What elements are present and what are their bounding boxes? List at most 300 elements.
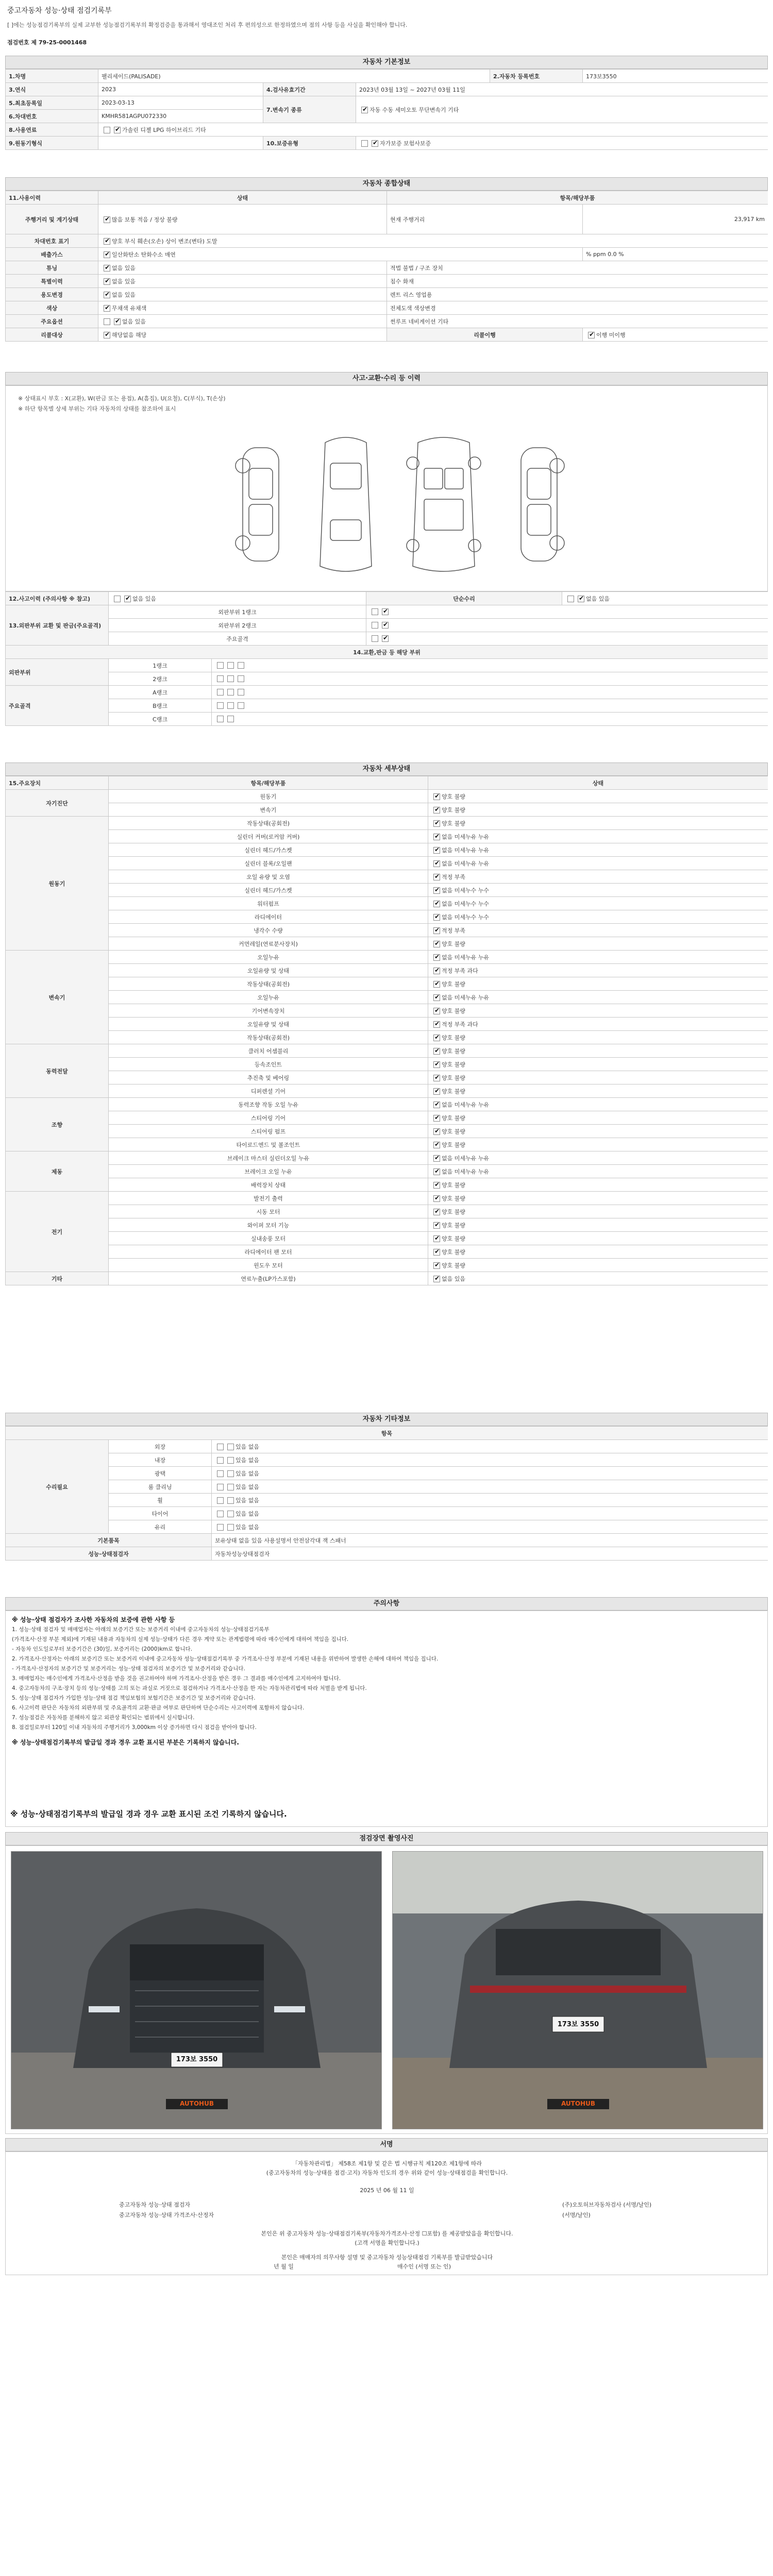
checkbox[interactable]	[217, 716, 224, 722]
detail-item-state	[428, 1232, 768, 1245]
history-recall-done-label: 리콜이행	[387, 328, 583, 342]
detail-item-options: 적정 부족	[442, 927, 466, 934]
checkbox[interactable]	[433, 1195, 440, 1202]
checkbox[interactable]	[227, 1470, 234, 1477]
checkbox[interactable]	[433, 968, 440, 974]
checkbox[interactable]	[227, 1511, 234, 1517]
car-diagram-box	[5, 385, 768, 591]
notes-line: 6. 사고이력 판단은 자동차의 외판부위 및 주요골격의 교환·판금 여부로 판단하며 단순수리는 사고이력에 포함하지 않습니다.	[12, 1705, 305, 1711]
other-item-options: 있음 없음	[236, 1456, 260, 1464]
other-item-options: 있음 없음	[236, 1510, 260, 1517]
table-row	[6, 1111, 768, 1125]
checkbox[interactable]	[217, 1444, 224, 1450]
detail-item-state	[428, 1058, 768, 1071]
checkbox[interactable]	[227, 1497, 234, 1504]
transmission-options: 자동 수동 세미오토 무단변속기 기타	[369, 106, 459, 113]
history-special-label: 특별이력	[6, 275, 98, 288]
checkbox[interactable]	[114, 596, 121, 602]
checkbox[interactable]	[433, 874, 440, 880]
detail-item-label: 동력조향 작동 오일 누유	[109, 1098, 428, 1111]
damage-outer-group-label: 외판부위	[6, 659, 109, 686]
history-recall-options: 해당없음 해당	[112, 331, 147, 338]
checkbox[interactable]	[238, 689, 244, 696]
checkbox[interactable]	[227, 1457, 234, 1464]
other-item-state	[212, 1520, 768, 1534]
notes-line: 4. 중고자동차의 구조·장치 등의 성능·상태를 고의 또는 과실로 거짓으로 점검하거나 가격조사·산정을 한 자는 자동차관리법에 따라 처벌을 받게 됩니다.	[12, 1685, 367, 1691]
detail-item-label: 실내송풍 모터	[109, 1232, 428, 1245]
checkbox[interactable]	[382, 622, 389, 629]
detail-item-state	[428, 924, 768, 937]
notes-line: 8. 점검일로부터 120일 이내 자동차의 주행거리가 3,000km 이상 증가하면 다시 점검을 받아야 합니다.	[12, 1724, 257, 1731]
table-row	[6, 991, 768, 1004]
table-row	[6, 1232, 768, 1245]
damage-frame-group-label: 주요골격	[6, 686, 109, 726]
detail-item-label: 클러치 어셈블리	[109, 1044, 428, 1058]
checkbox[interactable]	[433, 1182, 440, 1189]
detail-item-state	[428, 1151, 768, 1165]
detail-item-state	[428, 870, 768, 884]
checkbox[interactable]	[433, 847, 440, 854]
damage-outer2-label: 외판부위 2랭크	[109, 619, 366, 632]
checkbox[interactable]	[104, 251, 110, 258]
checkbox[interactable]	[433, 1222, 440, 1229]
history-options-opts: 썬루프 네비게이션 기타	[387, 315, 768, 328]
history-special-options: 없음 있음	[112, 278, 136, 285]
notes-heading-2: ※ 성능·상태점검기록부의 발급일 경과 경우 교환 표시된 부분은 기록하지 않습니다.	[12, 1739, 239, 1746]
history-color-opts: 전체도색 색상변경	[387, 301, 768, 315]
damage-main-frame-value	[366, 632, 768, 646]
history-options-state	[98, 315, 387, 328]
basic-engine-value	[98, 137, 263, 150]
section-damage: 사고·교환·수리 등 이력	[5, 372, 768, 385]
checkbox[interactable]	[433, 1168, 440, 1175]
checkbox[interactable]	[217, 662, 224, 669]
checkbox[interactable]	[433, 1276, 440, 1282]
other-item-options: 있음 없음	[236, 1470, 260, 1477]
checkbox[interactable]	[382, 635, 389, 642]
table-row	[6, 924, 768, 937]
table-row	[6, 857, 768, 870]
detail-head-item: 항목/해당부품	[109, 776, 428, 790]
checkbox[interactable]	[433, 1262, 440, 1269]
basic-fuel-label: 8.사용연료	[6, 123, 98, 137]
checkbox[interactable]	[227, 1524, 234, 1531]
other-subheader: 항목	[6, 1427, 768, 1440]
detail-item-state	[428, 830, 768, 843]
table-row	[6, 1272, 768, 1285]
detail-item-state	[428, 897, 768, 910]
checkbox[interactable]	[433, 994, 440, 1001]
checkbox[interactable]	[433, 887, 440, 894]
checkbox[interactable]	[104, 318, 110, 325]
table-row	[6, 619, 768, 632]
checkbox[interactable]	[372, 635, 378, 642]
history-color-label: 색상	[6, 301, 98, 315]
checkbox-fuel-gasoline[interactable]	[104, 127, 110, 133]
table-row	[6, 817, 768, 830]
history-mileage-value: 23,917 km	[583, 205, 768, 234]
checkbox[interactable]	[227, 689, 234, 696]
detail-item-label: 스티어링 펌프	[109, 1125, 428, 1138]
checkbox[interactable]	[433, 941, 440, 947]
basic-car-name-value: 팰리세이드(PALISADE)	[98, 70, 490, 83]
other-item-label: 광택	[109, 1467, 212, 1480]
damage-accident-value	[109, 592, 366, 605]
sign-buyer-signature: 매수인 (서명 또는 인)	[397, 2263, 451, 2270]
table-row	[6, 884, 768, 897]
history-color-state	[98, 301, 387, 315]
car-diagram	[232, 432, 603, 582]
checkbox[interactable]	[433, 860, 440, 867]
detail-item-label: 실린더 헤드/가스켓	[109, 884, 428, 897]
damage-rank-b-parts	[212, 699, 768, 713]
checkbox[interactable]	[433, 834, 440, 840]
checkbox-auto[interactable]	[361, 107, 368, 113]
other-table-body	[6, 1427, 768, 1561]
checkbox[interactable]	[433, 1088, 440, 1095]
history-vin-label: 차대번호 표기	[6, 234, 98, 248]
damage-outer2-value	[366, 619, 768, 632]
damage-rank-a-parts	[212, 686, 768, 699]
checkbox[interactable]	[104, 292, 110, 298]
history-options-label: 주요옵션	[6, 315, 98, 328]
checkbox[interactable]	[227, 675, 234, 682]
checkbox[interactable]	[104, 216, 110, 223]
detail-item-options: 양호 불량	[442, 980, 466, 988]
other-item-label: 룸 클리닝	[109, 1480, 212, 1494]
sign-pricer-label: 중고자동차 성능·상태 가격조사·산정자	[119, 2212, 214, 2218]
checkbox[interactable]	[433, 1048, 440, 1055]
photo-front	[11, 1851, 382, 2129]
checkbox[interactable]	[217, 1484, 224, 1490]
checkbox[interactable]	[433, 1155, 440, 1162]
damage-outer1-value	[366, 605, 768, 619]
detail-item-state	[428, 1218, 768, 1232]
history-mileage-item: 현재 주행거리	[387, 205, 583, 234]
detail-item-options: 양호 불량	[442, 1208, 466, 1215]
damage-simple-label: 단순수리	[366, 592, 562, 605]
inspection-number	[7, 38, 87, 46]
other-item-options: 있음 없음	[236, 1443, 260, 1450]
notes-line: - 자동차 인도일로부터 보증기간은 (30)일, 보증거리는 (2000)km로 합니다.	[12, 1646, 193, 1652]
detail-item-options: 양호 불량	[442, 1141, 466, 1148]
notes-heading-1: ※ 성능·상태 점검자가 조사한 자동차의 보증에 관한 사항 등	[12, 1616, 175, 1623]
basic-vin-value: KMHR581AGPU072330	[98, 110, 263, 123]
checkbox[interactable]	[382, 608, 389, 615]
damage-accident-options: 없음 있음	[132, 595, 157, 602]
sign-buyer-date: 년 월 일	[274, 2263, 294, 2270]
section-photos: 점검장면 촬영사진	[5, 1832, 768, 1845]
section-sign: 서명	[5, 2138, 768, 2151]
checkbox[interactable]	[433, 1075, 440, 1081]
notes-line: 2. 가격조사·산정자는 아래의 보증기간 또는 보증거리 이내에 중고자동차 성능·상태점검기록부 중 가격조사·산정 부분에 기재된 내용을 위반하여 발생한 손해에 대하여 책임을 집니다.	[12, 1656, 439, 1662]
checkbox[interactable]	[217, 689, 224, 696]
basic-transmission-value	[356, 96, 768, 123]
table-row	[6, 843, 768, 857]
damage-main-frame-label: 주요골격	[109, 632, 366, 646]
detail-item-label: 와이퍼 모터 기능	[109, 1218, 428, 1232]
table-row	[6, 123, 768, 137]
detail-item-options: 양호 불량	[442, 1248, 466, 1256]
other-item-state	[212, 1480, 768, 1494]
section-notes: 주의사항	[5, 1597, 768, 1611]
detail-item-options: 없음 미세누수 누수	[442, 887, 490, 894]
table-row	[6, 699, 768, 713]
checkbox[interactable]	[433, 1249, 440, 1256]
damage-rank-a: A랭크	[109, 686, 212, 699]
history-color-options: 무채색 유채색	[112, 304, 147, 312]
table-row	[6, 275, 768, 288]
detail-item-state	[428, 1138, 768, 1151]
checkbox[interactable]	[433, 1035, 440, 1041]
checkbox[interactable]	[227, 662, 234, 669]
detail-item-options: 없음 있음	[442, 1275, 466, 1282]
price-label: 성능·상태점검자	[6, 1547, 212, 1561]
checkbox[interactable]	[217, 1470, 224, 1477]
detail-item-state	[428, 1031, 768, 1044]
detail-item-label: 기어변속장치	[109, 1004, 428, 1018]
notes-box	[5, 1611, 768, 1827]
car-side-left-icon	[236, 448, 279, 561]
document-notice: [ ]에는 성능점검기록부의 실제 교부한 성능점검기록부의 확정검증을 통과해서 영대조인 처리 후 편의성으로 한정하였으며 점의 사항 등을 사실을 확인해야 합니다.	[7, 22, 408, 28]
table-row	[6, 205, 768, 234]
checkbox-self-warranty[interactable]	[361, 140, 368, 147]
detail-table	[5, 776, 768, 1285]
notes-line: - 가격조사·산정자의 보증기간 및 보증거리는 성능·상태 점검자의 보증기간 및 보증거리와 같습니다.	[12, 1666, 245, 1672]
rear-plate: 173보 3550	[557, 2021, 599, 2028]
checkbox[interactable]	[433, 1142, 440, 1148]
table-row	[6, 1084, 768, 1098]
basic-items-label: 기본품목	[6, 1534, 212, 1547]
other-item-options: 있음 없음	[236, 1483, 260, 1490]
checkbox[interactable]	[433, 807, 440, 814]
detail-item-label: 브레이크 오일 누유	[109, 1165, 428, 1178]
table-row	[6, 1031, 768, 1044]
table-row	[6, 1440, 768, 1453]
history-emission-label: 배출가스	[6, 248, 98, 261]
checkbox[interactable]	[217, 702, 224, 709]
table-row	[6, 646, 768, 659]
detail-item-options: 양호 불량	[442, 806, 466, 814]
table-row	[6, 1218, 768, 1232]
basic-fuel-value	[98, 123, 768, 137]
checkbox[interactable]	[238, 702, 244, 709]
checkbox[interactable]	[433, 820, 440, 827]
front-brand: AUTOHUB	[180, 2100, 214, 2107]
table-row	[6, 248, 768, 261]
checkbox[interactable]	[372, 622, 378, 629]
checkbox[interactable]	[114, 318, 121, 325]
detail-item-label: 라디에이터	[109, 910, 428, 924]
detail-item-label: 오일유량 및 상태	[109, 1018, 428, 1031]
detail-group-label: 기타	[6, 1272, 109, 1285]
history-vin-options: 양호 부식 훼손(오손) 상이 변조(변타) 도말	[112, 238, 217, 245]
front-plate: 173보 3550	[176, 2056, 218, 2063]
detail-item-label: 원동기	[109, 790, 428, 803]
detail-item-options: 양호 불량	[442, 1235, 466, 1242]
notes-line: 1. 성능·상태 점검자 및 매매업자는 아래의 보증기간 또는 보증거리 이내에 중고자동차의 성능·상태점검기록부	[12, 1626, 270, 1633]
checkbox[interactable]	[238, 675, 244, 682]
checkbox[interactable]	[227, 716, 234, 722]
sign-dealer-line: 본인은 위 중고자동차 성능·상태점검기록부(자동차가격조사·산정 ☐포함) 를 제공받았음을 확인합니다.	[261, 2230, 513, 2237]
detail-item-label: 실린더 블록/오일팬	[109, 857, 428, 870]
detail-item-state	[428, 937, 768, 951]
checkbox[interactable]	[578, 596, 584, 602]
checkbox[interactable]	[104, 265, 110, 272]
history-vin-state	[98, 234, 768, 248]
table-row	[6, 803, 768, 817]
checkbox[interactable]	[433, 914, 440, 921]
history-recall-state	[98, 328, 387, 342]
checkbox[interactable]	[217, 1497, 224, 1504]
checkbox[interactable]	[227, 1484, 234, 1490]
detail-item-label: 추진축 및 베어링	[109, 1071, 428, 1084]
table-row	[6, 897, 768, 910]
history-mileage-label: 주행거리 및 계기상태	[6, 205, 98, 234]
checkbox[interactable]	[433, 981, 440, 988]
detail-item-options: 양호 불량	[442, 1034, 466, 1041]
other-item-state	[212, 1467, 768, 1480]
detail-item-label: 배력장치 상태	[109, 1178, 428, 1192]
table-row	[6, 1098, 768, 1111]
detail-item-options: 없음 미세누유 누유	[442, 833, 490, 840]
checkbox[interactable]	[433, 1235, 440, 1242]
detail-item-options: 양호 불량	[442, 1074, 466, 1081]
checkbox[interactable]	[567, 596, 574, 602]
table-row	[6, 910, 768, 924]
checkbox[interactable]	[433, 1021, 440, 1028]
other-item-state	[212, 1440, 768, 1453]
detail-item-options: 양호 불량	[442, 820, 466, 827]
checkbox-insurer-warranty[interactable]	[372, 140, 378, 147]
detail-item-state	[428, 1245, 768, 1259]
detail-item-options: 양호 불량	[442, 1088, 466, 1095]
checkbox[interactable]	[217, 675, 224, 682]
other-group-label: 수리필요	[6, 1440, 109, 1534]
table-row	[6, 96, 768, 110]
checkbox[interactable]	[433, 1115, 440, 1122]
checkbox[interactable]	[433, 1008, 440, 1014]
car-top-interior-icon	[407, 437, 481, 571]
history-usage-change-state	[98, 288, 387, 301]
damage-outer1-label: 외판부위 1랭크	[109, 605, 366, 619]
detail-group-label: 변속기	[6, 951, 109, 1044]
checkbox[interactable]	[433, 1061, 440, 1068]
detail-table-body	[6, 790, 768, 1285]
notes-line: 7. 성능점검은 자동차를 분해하지 않고 외관상 확인되는 범위에서 실시합니다.	[12, 1715, 195, 1721]
checkbox[interactable]	[104, 238, 110, 245]
damage-simple-options: 없음 있음	[586, 595, 610, 602]
detail-item-state	[428, 1004, 768, 1018]
checkbox[interactable]	[104, 278, 110, 285]
car-top-front-icon	[320, 437, 372, 571]
sign-date: 2025 년 06 월 11 일	[360, 2187, 414, 2194]
detail-item-options: 없음 미세누유 누유	[442, 1168, 490, 1175]
detail-item-state	[428, 803, 768, 817]
detail-item-options: 적정 부족 과다	[442, 1021, 478, 1028]
table-row	[6, 301, 768, 315]
basic-vin-label: 6.차대번호	[6, 110, 98, 123]
detail-head-device: 15.주요장치	[6, 776, 109, 790]
table-row	[6, 1004, 768, 1018]
photos-box	[5, 1845, 768, 2134]
checkbox[interactable]	[433, 1209, 440, 1215]
detail-item-options: 양호 불량	[442, 793, 466, 800]
checkbox[interactable]	[227, 1444, 234, 1450]
other-item-state	[212, 1507, 768, 1520]
checkbox[interactable]	[433, 793, 440, 800]
basic-reg-label: 2.자동차 등록번호	[490, 70, 583, 83]
history-emission-state	[98, 248, 583, 261]
detail-item-label: 작동상태(공회전)	[109, 817, 428, 830]
table-row	[6, 1071, 768, 1084]
history-options-options: 없음 있음	[122, 318, 146, 325]
detail-item-state	[428, 951, 768, 964]
basic-info-table	[5, 69, 768, 150]
basic-transmission-label: 7.변속기 종류	[263, 96, 356, 123]
checkbox-fuel-diesel[interactable]	[114, 127, 121, 133]
checkbox[interactable]	[227, 702, 234, 709]
detail-item-label: 등속조인트	[109, 1058, 428, 1071]
checkbox[interactable]	[433, 901, 440, 907]
checkbox[interactable]	[433, 1101, 440, 1108]
detail-item-options: 적정 부족 과다	[442, 967, 478, 974]
detail-item-label: 타이로드엔드 및 볼조인트	[109, 1138, 428, 1151]
detail-item-state	[428, 817, 768, 830]
detail-group-label: 자기진단	[6, 790, 109, 817]
detail-item-label: 디퍼렌셜 기어	[109, 1084, 428, 1098]
table-row	[6, 1205, 768, 1218]
table-row	[6, 191, 768, 205]
checkbox[interactable]	[238, 662, 244, 669]
table-row	[6, 288, 768, 301]
detail-item-state	[428, 1192, 768, 1205]
history-table	[5, 191, 768, 342]
checkbox[interactable]	[433, 927, 440, 934]
checkbox[interactable]	[433, 1128, 440, 1135]
checkbox[interactable]	[217, 1511, 224, 1517]
checkbox[interactable]	[217, 1524, 224, 1531]
detail-item-options: 적정 부족	[442, 873, 466, 880]
checkbox[interactable]	[217, 1457, 224, 1464]
detail-item-label: 브레이크 마스터 실린더오일 누유	[109, 1151, 428, 1165]
checkbox[interactable]	[372, 608, 378, 615]
checkbox[interactable]	[124, 596, 131, 602]
table-row	[6, 1165, 768, 1178]
table-row	[6, 1480, 768, 1494]
checkbox[interactable]	[433, 954, 440, 961]
checkbox[interactable]	[104, 305, 110, 312]
detail-item-state	[428, 790, 768, 803]
table-row	[6, 1534, 768, 1547]
detail-item-label: 오일 유량 및 오염	[109, 870, 428, 884]
checkbox[interactable]	[104, 332, 110, 338]
notes-line: 5. 성능·상태 점검자가 가입한 성능·상태 점검 책임보험의 보험기간은 보증기간 및 보증거리와 같습니다.	[12, 1695, 256, 1701]
other-item-options: 있음 없음	[236, 1497, 260, 1504]
checkbox[interactable]	[588, 332, 595, 338]
photo-rear	[392, 1851, 763, 2129]
rear-brand: AUTOHUB	[561, 2100, 595, 2107]
detail-item-label: 냉각수 수량	[109, 924, 428, 937]
table-row	[6, 70, 768, 83]
detail-item-options: 없음 미세누유 누유	[442, 994, 490, 1001]
table-row	[6, 937, 768, 951]
table-row	[6, 672, 768, 686]
history-mileage-state	[98, 205, 387, 234]
detail-group-label: 원동기	[6, 817, 109, 951]
detail-item-options: 없음 미세누유 누유	[442, 954, 490, 961]
table-row	[6, 776, 768, 790]
